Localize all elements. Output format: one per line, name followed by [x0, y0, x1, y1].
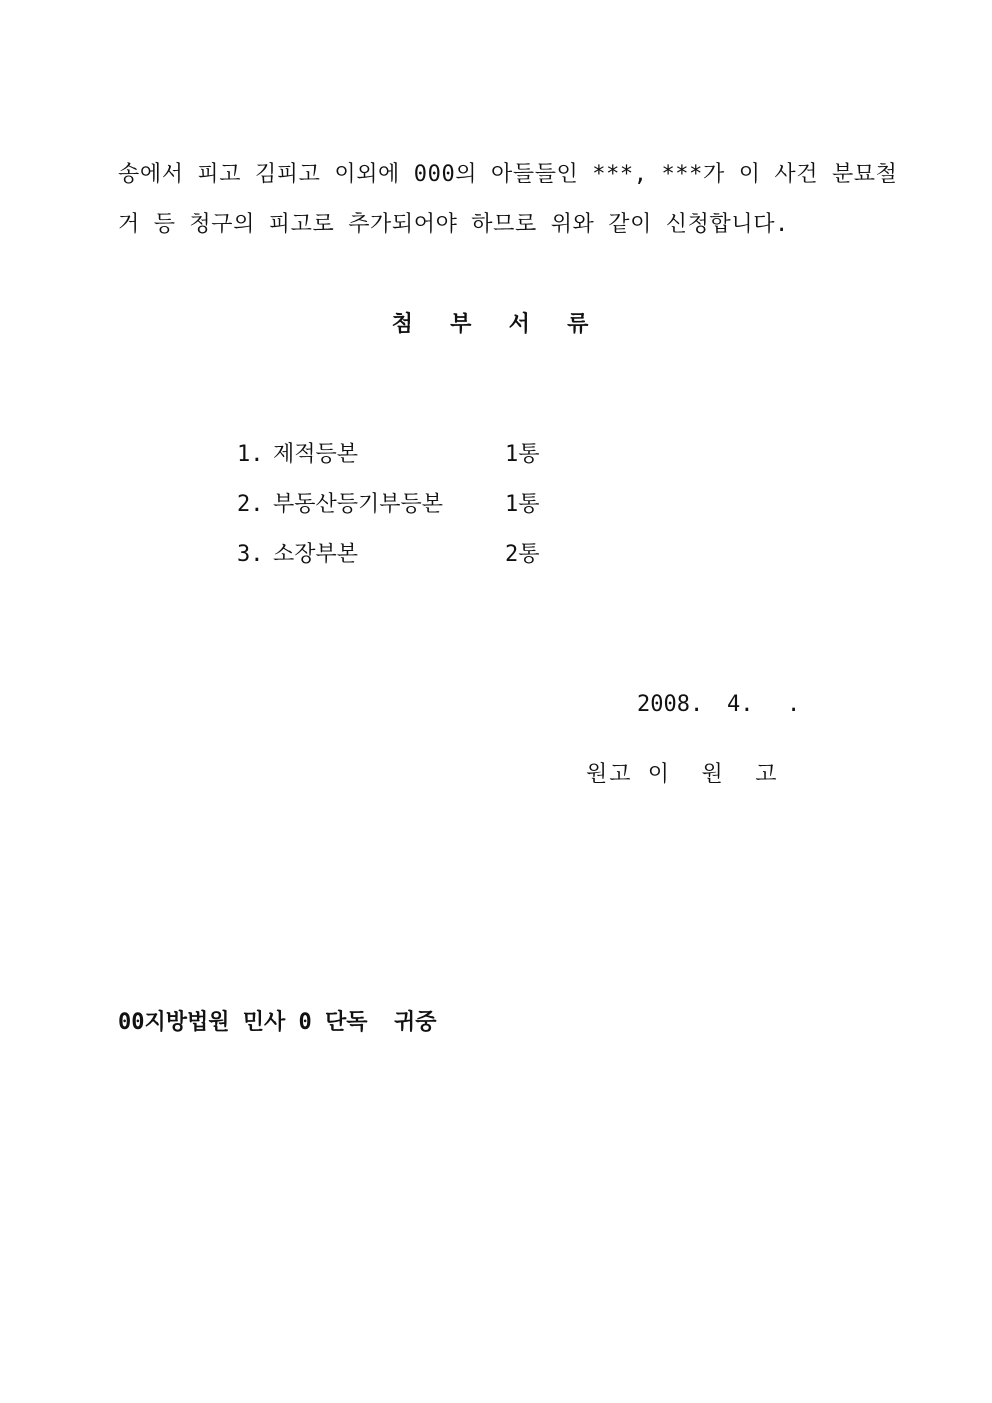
attachment-name: 제적등본: [272, 442, 358, 467]
attachment-name: 소장부본: [272, 542, 358, 567]
attachment-item: [184, 510, 539, 600]
body-text-line-2: 거 등 청구의 피고로 추가되어야 하므로 위와 같이 신청합니다.: [118, 212, 789, 237]
date-year: 2008.: [636, 692, 704, 717]
attachment-number: 2.: [236, 492, 264, 517]
date-day: .: [786, 692, 801, 717]
attachment-count: 2통: [504, 542, 540, 567]
filing-date: [584, 660, 800, 750]
body-text-line-1: 송에서 피고 김피고 이외에 000의 아들들인 ***, ***가 이 사건 분묘철: [118, 162, 898, 187]
attachments-heading: 첨 부 서 류: [391, 312, 601, 337]
attachment-number: 3.: [236, 542, 264, 567]
attachment-count: 1통: [504, 492, 540, 517]
attachment-count: 1통: [504, 442, 540, 467]
plaintiff-signature: 원고 이 원 고: [586, 762, 779, 787]
attachment-number: 1.: [236, 442, 264, 467]
date-month: 4.: [726, 692, 754, 717]
attachment-name: 부동산등기부등본: [272, 492, 444, 517]
court-addressee: 00지방법원 민사 0 단독 귀중: [118, 1010, 437, 1035]
